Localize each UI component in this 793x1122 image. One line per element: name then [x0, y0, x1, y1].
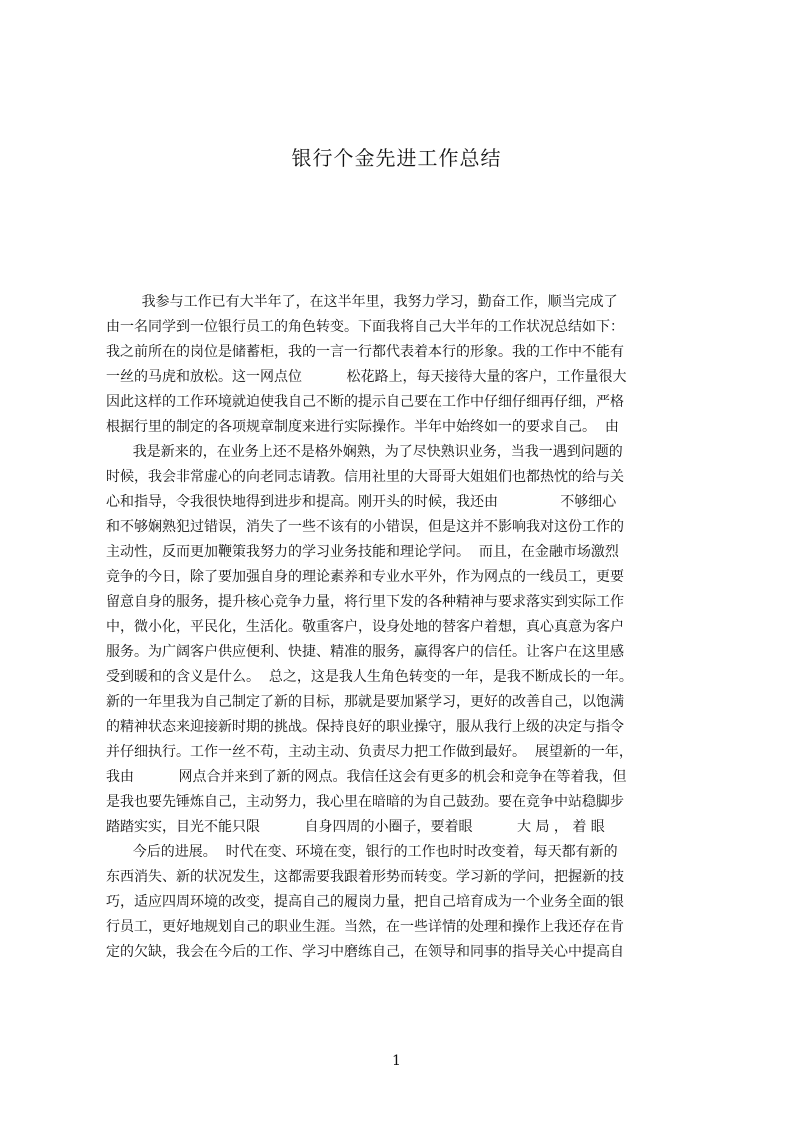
body-line: 竞争的今日，除了要加强自身的理论素养和专业水平外，作为网点的一线员工，更要: [106, 569, 624, 585]
body-line: 巧，适应四周环境的改变，提高自己的履岗力量，把自己培育成为一个业务全面的银: [106, 894, 624, 910]
body-line: 受到暖和的含义是什么。 总之，这是我人生角色转变的一年，是我不断成长的一年。: [106, 669, 633, 685]
body-line: 中，微小化，平民化，生活化。敬重客户，设身处地的替客户着想，真心真意为客户: [106, 619, 624, 635]
body-line: 新的一年里我为自己制定了新的目标，那就是要加紧学习，更好的改善自己，以饱满: [106, 694, 624, 710]
body-line: 和不够娴熟犯过错误，消失了一些不该有的小错误，但是这并不影响我对这份工作的: [106, 519, 624, 535]
body-line: 是我也要先锤炼自己，主动努力，我心里在暗暗的为自己鼓劲。要在竞争中站稳脚步: [106, 794, 624, 810]
body-line: 今后的进展。 时代在变、环境在变，银行的工作也时时改变着，每天都有新的: [106, 844, 618, 860]
body-line: 心和指导，令我很快地得到进步和提高。刚开头的时候，我还由 不够细心: [106, 494, 617, 510]
body-line: 我是新来的，在业务上还不是格外娴熟，为了尽快熟识业务，当我一遇到问题的: [106, 444, 623, 460]
page-number: 1: [392, 1053, 401, 1069]
document-body: [106, 290, 700, 965]
body-line: 留意自身的服务，提升核心竞争力量，将行里下发的各种精神与要求落实到实际工作: [106, 594, 624, 610]
body-line: 行员工，更好地规划自己的职业生涯。当然，在一些详情的处理和操作上我还存在肯: [106, 919, 624, 935]
body-line: 定的欠缺，我会在今后的工作、学习中磨练自己，在领导和同事的指导关心中提高自: [106, 944, 624, 960]
body-line: 踏踏实实，目光不能只限 自身四周的小圈子，要着眼 大 局 ， 着 眼: [106, 819, 605, 835]
body-line: 我参与工作已有大半年了，在这半年里，我努力学习，勤奋工作，顺当完成了: [106, 294, 618, 310]
document-title: 银行个金先进工作总结: [291, 146, 502, 170]
body-line: 时候，我会非常虚心的向老同志请教。信用社里的大哥哥大姐姐们也都热忱的给与关: [106, 469, 624, 485]
body-line: 东西消失、新的状况发生，这都需要我跟着形势而转变。学习新的学问，把握新的技: [106, 869, 624, 885]
body-line: 由一名同学到一位银行员工的角色转变。下面我将自己大半年的工作状况总结如下：: [106, 319, 624, 335]
body-line: 主动性，反而更加鞭策我努力的学习业务技能和理论学问。 而且，在金融市场激烈: [106, 544, 619, 560]
body-line: 一丝的马虎和放松。这一网点位 松花路上，每天接待大量的客户，工作量很大: [106, 369, 627, 385]
body-line: 根据行里的制定的各项规章制度来进行实际操作。半年中始终如一的要求自己。 由: [106, 419, 619, 435]
body-line: 服务。为广阔客户供应便利、快捷、精准的服务，赢得客户的信任。让客户在这里感: [106, 644, 624, 660]
body-line: 并仔细执行。工作一丝不苟，主动主动、负责尽力把工作做到最好。 展望新的一年，: [106, 744, 633, 760]
body-line: 的精神状态来迎接新时期的挑战。保持良好的职业操守，服从我行上级的决定与指令: [106, 719, 624, 735]
body-line: 因此这样的工作环境就迫使我自己不断的提示自己要在工作中仔细仔细再仔细，严格: [106, 394, 624, 410]
body-line: 我之前所在的岗位是储蓄柜，我的一言一行都代表着本行的形象。我的工作中不能有: [106, 344, 624, 360]
body-line: 我由 网点合并来到了新的网点。我信任这会有更多的机会和竞争在等着我，但: [106, 769, 627, 785]
